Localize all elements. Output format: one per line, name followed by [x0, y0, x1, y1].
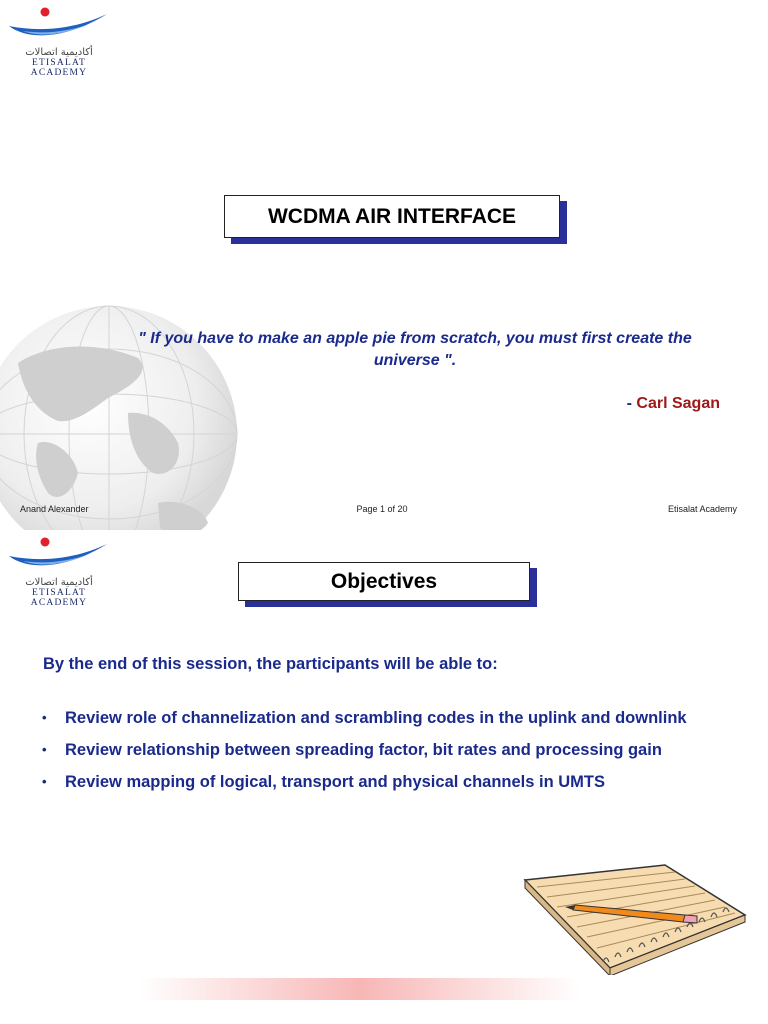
quote-author — [560, 395, 720, 413]
bullet-icon: • — [42, 774, 47, 789]
quote-text: " If you have to make an apple pie from scratch, you must first create the universe ". — [138, 330, 692, 369]
etisalat-academy-logo — [3, 0, 115, 78]
objectives-list — [40, 702, 700, 798]
objective-text: Review role of channelization and scrambling codes in the uplink and downlink — [65, 709, 687, 727]
list-item — [40, 702, 700, 734]
bullet-icon: • — [42, 742, 47, 757]
slide-objectives — [0, 530, 768, 1024]
author-dash: - — [626, 395, 637, 412]
logo-arabic-text: أكاديمية اتصالات — [25, 577, 93, 588]
logo-arabic-text: أكاديمية اتصالات — [25, 47, 93, 58]
list-item — [40, 734, 700, 766]
list-item — [40, 766, 700, 798]
logo-english-text: ETISALAT ACADEMY — [30, 588, 88, 608]
logo-swoosh-icon — [3, 530, 115, 578]
logo-english-text: ETISALAT ACADEMY — [30, 58, 88, 78]
slide-title-box: Objectives — [238, 562, 530, 601]
objective-text: Review mapping of logical, transport and physical channels in UMTS — [65, 773, 606, 791]
footer-organization: Etisalat Academy — [667, 504, 737, 514]
bullet-icon: • — [42, 710, 47, 725]
notepad-pencil-icon — [515, 860, 750, 975]
decorative-band — [140, 978, 580, 1000]
logo-swoosh-icon — [3, 0, 115, 48]
objective-text: Review relationship between spreading factor, bit rates and processing gain — [65, 741, 662, 759]
footer-page-number: Page 1 of 20 — [356, 504, 408, 514]
footer-author: Anand Alexander — [20, 504, 89, 514]
etisalat-academy-logo — [3, 530, 115, 608]
objectives-intro: By the end of this session, the participants will be able to: — [43, 655, 498, 673]
slide-title-box: WCDMA AIR INTERFACE — [224, 195, 560, 238]
author-name: Carl Sagan — [636, 395, 720, 412]
